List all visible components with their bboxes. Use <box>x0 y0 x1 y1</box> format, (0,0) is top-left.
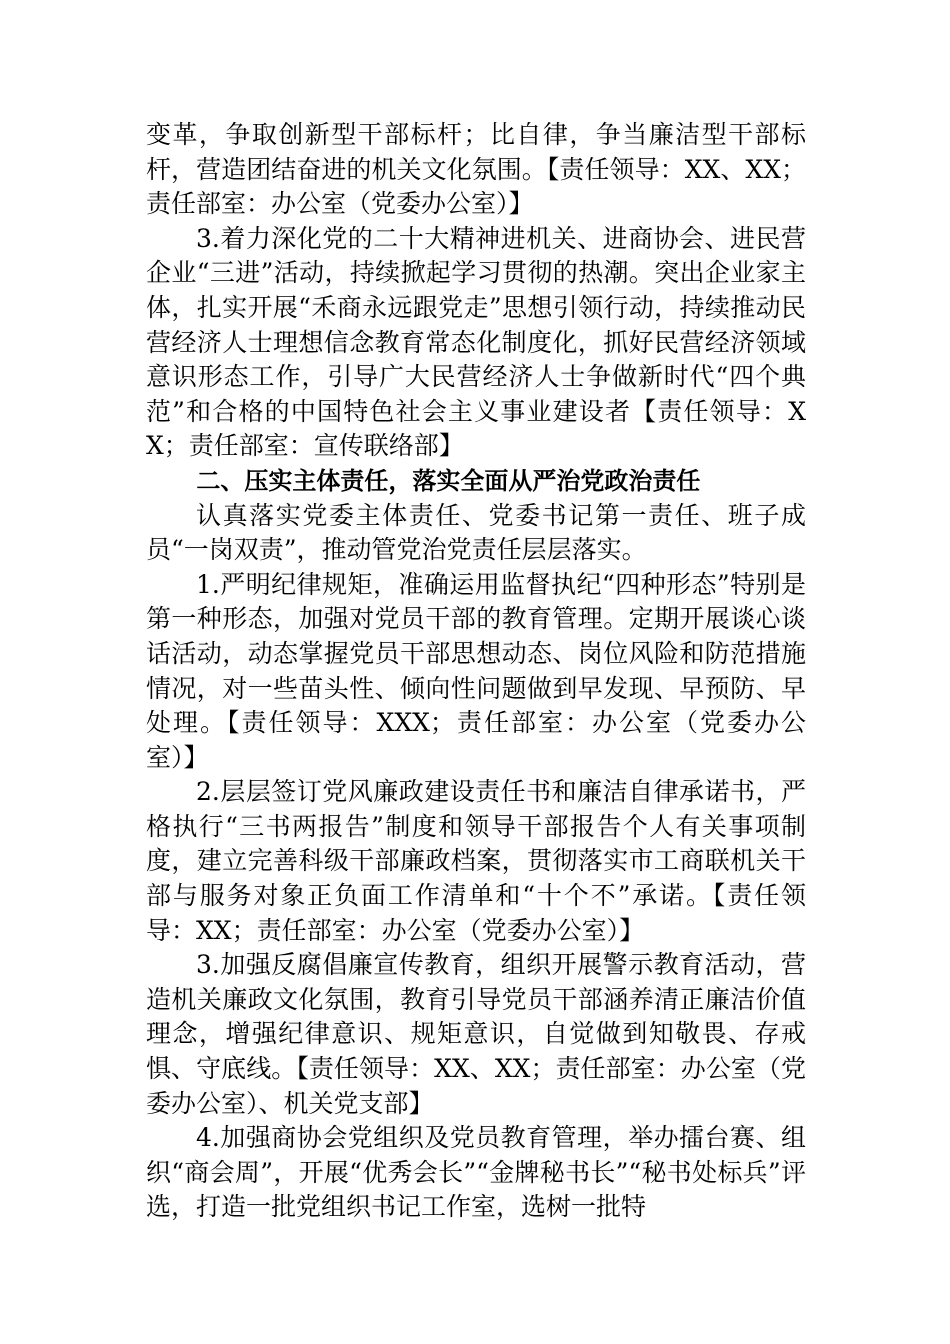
paragraph-item-1-discipline: 1.严明纪律规矩，准确运用监督执纪“四种形态”特别是第一种形态，加强对党员干部的教育管理。定期开展谈心谈话活动，动态掌握党员干部思想动态、岗位风险和防范措施情况，对一些苗头性、倾向性问题做到早发现、早预防、早处理。【责任领导：XXX；责任部室：办公室（党委办公室）】 <box>146 569 806 772</box>
section-heading-two: 二、压实主体责任，落实全面从严治党政治责任 <box>196 466 701 495</box>
paragraph-item-3-three-entries: 3.着力深化党的二十大精神进机关、进商协会、进民营企业“三进”活动，持续掀起学习贯彻的热潮。突出企业家主体，扎实开展“禾商永远跟党走”思想引领行动，持续推动民营经济人士理想信念教育常态化制度化，抓好民营经济领域意识形态工作，引导广大民营经济人士争做新时代“四个典范”和合格的中国特色社会主义事业建设者【责任领导：XX；责任部室：宣传联络部】 <box>146 223 806 461</box>
paragraph-item-4-chamber-party: 4.加强商协会党组织及党员教育管理，举办擂台赛、组织“商会周”，开展“优秀会长”“金牌秘书长”“秘书处标兵”评选，打造一批党组织书记工作室，选树一批特 <box>146 1123 806 1222</box>
paragraph-section-intro: 认真落实党委主体责任、党委书记第一责任、班子成员“一岗双责”，推动管党治党责任层层落实。 <box>146 500 806 565</box>
paragraph-continued: 变革，争取创新型干部标杆；比自律，争当廉洁型干部标杆，营造团结奋进的机关文化氛围。【责任领导：XX、XX；责任部室：办公室（党委办公室）】 <box>146 120 806 219</box>
paragraph-item-2-responsibility: 2.层层签订党风廉政建设责任书和廉洁自律承诺书，严格执行“三书两报告”制度和领导干部报告个人有关事项制度，建立完善科级干部廉政档案，贯彻落实市工商联机关干部与服务对象正负面工作清单和“十个不”承诺。【责任领导：XX；责任部室：办公室（党委办公室）】 <box>146 777 806 945</box>
paragraph-item-3-anti-corruption: 3.加强反腐倡廉宣传教育，组织开展警示教育活动，营造机关廉政文化氛围，教育引导党员干部涵养清正廉洁价值理念，增强纪律意识、规矩意识，自觉做到知敬畏、存戒惧、守底线。【责任领导：XX、XX；责任部室：办公室（党委办公室）、机关党支部】 <box>146 950 806 1118</box>
document-body <box>146 118 806 1225</box>
